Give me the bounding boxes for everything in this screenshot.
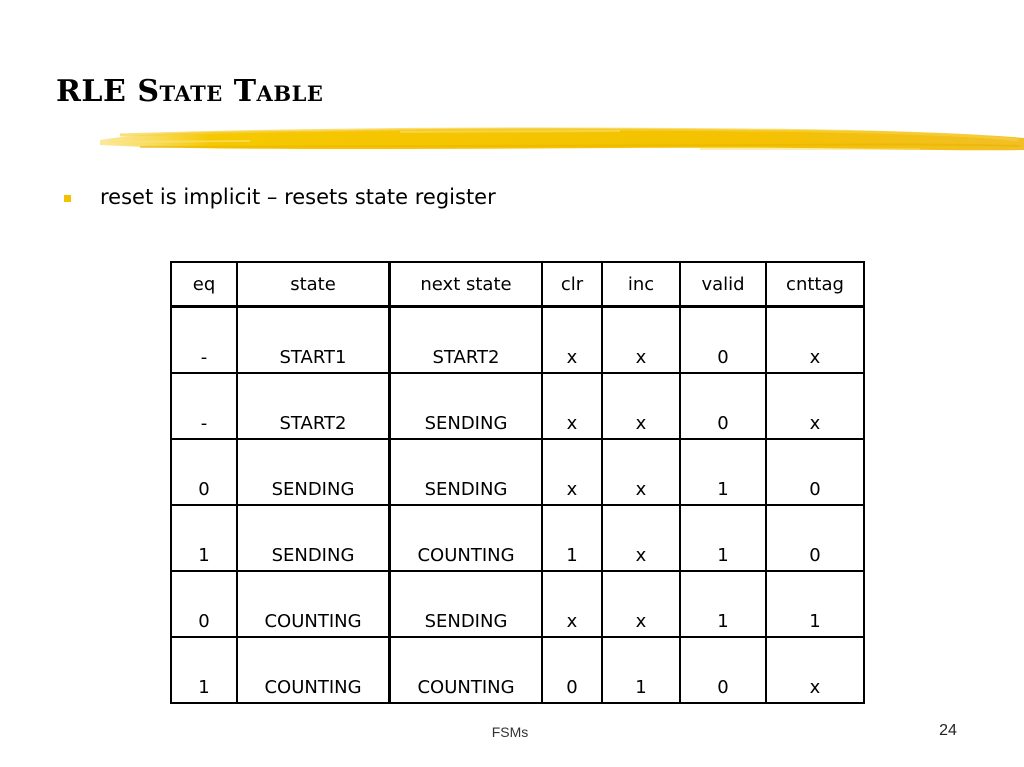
column-header-next-state: next state [390,262,543,307]
cell-clr: x [542,571,602,637]
cell-inc: x [602,307,680,374]
cell-inc: x [602,505,680,571]
table-header-row [171,262,864,307]
cell-next-state: SENDING [390,373,543,439]
column-header-clr: clr [542,262,602,307]
column-header-state: state [237,262,390,307]
cell-valid: 1 [680,439,766,505]
table-row [171,571,864,637]
state-table [170,261,865,704]
footer-label: FSMs [491,724,529,740]
title-underline-brush-stroke [100,118,1024,162]
cell-cnttag: 1 [766,571,864,637]
cell-clr: 0 [542,637,602,703]
cell-state: START2 [237,373,390,439]
table-row [171,439,864,505]
column-header-inc: inc [602,262,680,307]
page-number: 24 [939,722,957,739]
cell-inc: x [602,373,680,439]
cell-inc: 1 [602,637,680,703]
column-header-eq: eq [171,262,237,307]
cell-valid: 0 [680,307,766,374]
cell-cnttag: 0 [766,439,864,505]
table-row [171,373,864,439]
column-header-cnttag: cnttag [766,262,864,307]
cell-next-state: SENDING [390,439,543,505]
cell-state: COUNTING [237,571,390,637]
cell-eq: 1 [171,637,237,703]
cell-cnttag: x [766,307,864,374]
table-row [171,637,864,703]
cell-next-state: START2 [390,307,543,374]
cell-valid: 0 [680,637,766,703]
cell-state: SENDING [237,505,390,571]
table-row [171,307,864,374]
square-bullet-icon [64,195,71,202]
cell-eq: 0 [171,439,237,505]
cell-cnttag: 0 [766,505,864,571]
cell-eq: 1 [171,505,237,571]
cell-clr: 1 [542,505,602,571]
cell-cnttag: x [766,373,864,439]
cell-clr: x [542,307,602,374]
cell-state: COUNTING [237,637,390,703]
cell-clr: x [542,439,602,505]
cell-valid: 1 [680,505,766,571]
table-row [171,505,864,571]
cell-state: START1 [237,307,390,374]
cell-cnttag: x [766,637,864,703]
cell-eq: 0 [171,571,237,637]
cell-eq: - [171,373,237,439]
cell-clr: x [542,373,602,439]
cell-valid: 0 [680,373,766,439]
cell-eq: - [171,307,237,374]
cell-valid: 1 [680,571,766,637]
cell-state: SENDING [237,439,390,505]
bullet-text: reset is implicit – resets state register [100,185,496,209]
cell-next-state: SENDING [390,571,543,637]
cell-inc: x [602,439,680,505]
cell-next-state: COUNTING [390,505,543,571]
column-header-valid: valid [680,262,766,307]
slide-title: RLE State Table [56,74,324,109]
cell-next-state: COUNTING [390,637,543,703]
cell-inc: x [602,571,680,637]
